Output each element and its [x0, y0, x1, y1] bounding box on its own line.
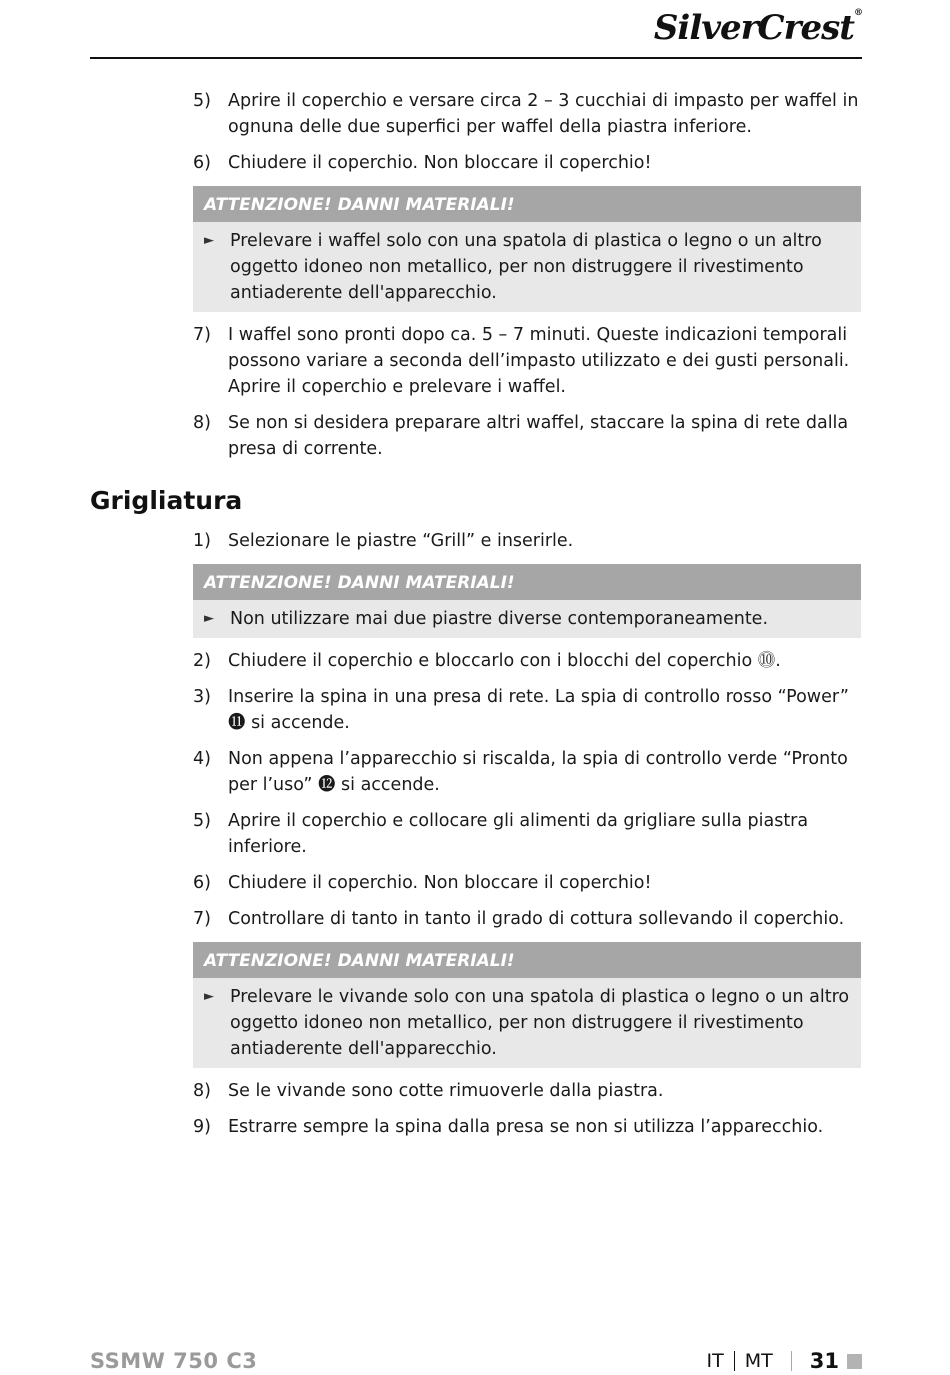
- list-item: [193, 150, 861, 176]
- section-title: Grigliatura: [90, 486, 243, 515]
- step-text: Chiudere il coperchio. Non bloccare il coperchio!: [228, 153, 652, 173]
- footer-page-info: [707, 1349, 862, 1373]
- warning-title: ATTENZIONE! DANNI MATERIALI!: [193, 186, 861, 222]
- step-text: Inserire la spina in una presa di rete. La spia di controllo rosso “Power” ⓫ si accende.: [228, 687, 849, 733]
- page-number: 31: [809, 1349, 839, 1373]
- step-number: 5): [193, 91, 211, 111]
- list-item: [193, 648, 861, 674]
- warning-title: ATTENZIONE! DANNI MATERIALI!: [193, 942, 861, 978]
- warning-text: Non utilizzare mai due piastre diverse contemporaneamente.: [230, 609, 769, 629]
- step-text: I waffel sono pronti dopo ca. 5 – 7 minuti. Queste indicazioni temporali possono variare a seconda dell’impasto utilizzato e dei gusti personali. Aprire il coperchio e prelevare i waffel.: [228, 325, 850, 397]
- divider: [734, 1351, 735, 1371]
- list-item: [193, 870, 861, 896]
- arrow-right-icon: ►: [204, 233, 214, 248]
- divider: [791, 1351, 792, 1371]
- list-item: [193, 808, 861, 860]
- step-number: 3): [193, 687, 211, 707]
- step-text: Selezionare le piastre “Grill” e inserirle.: [228, 531, 574, 551]
- step-text: Estrarre sempre la spina dalla presa se non si utilizza l’apparecchio.: [228, 1117, 824, 1137]
- list-item: [193, 1114, 861, 1140]
- step-number: 1): [193, 531, 211, 551]
- list-item: [193, 746, 861, 798]
- step-text: Aprire il coperchio e collocare gli alimenti da grigliare sulla piastra inferiore.: [228, 811, 809, 857]
- header-rule: [90, 57, 862, 59]
- warning-text: Prelevare i waffel solo con una spatola di plastica o legno o un altro oggetto idoneo non metallico, per non distruggere il rivestimento antiaderente dell'apparecchio.: [230, 231, 822, 303]
- list-item: [193, 528, 861, 554]
- warning-body: [193, 978, 861, 1068]
- step-number: 6): [193, 153, 211, 173]
- list-item: [193, 88, 861, 140]
- step-number: 7): [193, 909, 211, 929]
- arrow-right-icon: ►: [204, 611, 214, 626]
- step-number: 2): [193, 651, 211, 671]
- arrow-right-icon: ►: [204, 989, 214, 1004]
- step-number: 4): [193, 749, 211, 769]
- step-number: 8): [193, 1081, 211, 1101]
- warning-text: Prelevare le vivande solo con una spatola di plastica o legno o un altro oggetto idoneo non metallico, per non distruggere il rivestimento antiaderente dell'apparecchio.: [230, 987, 850, 1059]
- list-item: [193, 410, 861, 462]
- warning-title: ATTENZIONE! DANNI MATERIALI!: [193, 564, 861, 600]
- step-text: Chiudere il coperchio. Non bloccare il coperchio!: [228, 873, 652, 893]
- step-number: 5): [193, 811, 211, 831]
- section-waffle-steps: [193, 88, 861, 472]
- step-text: Se le vivande sono cotte rimuoverle dalla piastra.: [228, 1081, 664, 1101]
- section-grill-steps: [193, 528, 861, 1150]
- footer-model: SSMW 750 C3: [90, 1349, 258, 1373]
- warning-box: [193, 186, 861, 312]
- step-text: Non appena l’apparecchio si riscalda, la spia di controllo verde “Pronto per l’uso” ⓬ si accende.: [228, 749, 848, 795]
- step-text: Controllare di tanto in tanto il grado di cottura sollevando il coperchio.: [228, 909, 845, 929]
- step-text: Aprire il coperchio e versare circa 2 – 3 cucchiai di impasto per waffel in ognuna delle due superfici per waffel della piastra inferiore.: [228, 91, 859, 137]
- brand-name: SilverCrest: [653, 8, 854, 48]
- step-number: 8): [193, 413, 211, 433]
- warning-box: [193, 942, 861, 1068]
- list-item: [193, 322, 861, 400]
- step-number: 6): [193, 873, 211, 893]
- registered-mark: ®: [854, 8, 862, 18]
- language-code: IT: [706, 1350, 724, 1372]
- list-item: [193, 1078, 861, 1104]
- language-code: MT: [744, 1350, 773, 1372]
- step-number: 9): [193, 1117, 211, 1137]
- brand-logo: [654, 8, 862, 48]
- list-item: [193, 906, 861, 932]
- warning-box: [193, 564, 861, 638]
- step-number: 7): [193, 325, 211, 345]
- warning-body: [193, 222, 861, 312]
- list-item: [193, 684, 861, 736]
- step-text: Chiudere il coperchio e bloccarlo con i blocchi del coperchio ⓾.: [228, 651, 781, 671]
- warning-body: [193, 600, 861, 638]
- step-text: Se non si desidera preparare altri waffel, staccare la spina di rete dalla presa di corrente.: [228, 413, 849, 459]
- square-marker: [847, 1354, 862, 1369]
